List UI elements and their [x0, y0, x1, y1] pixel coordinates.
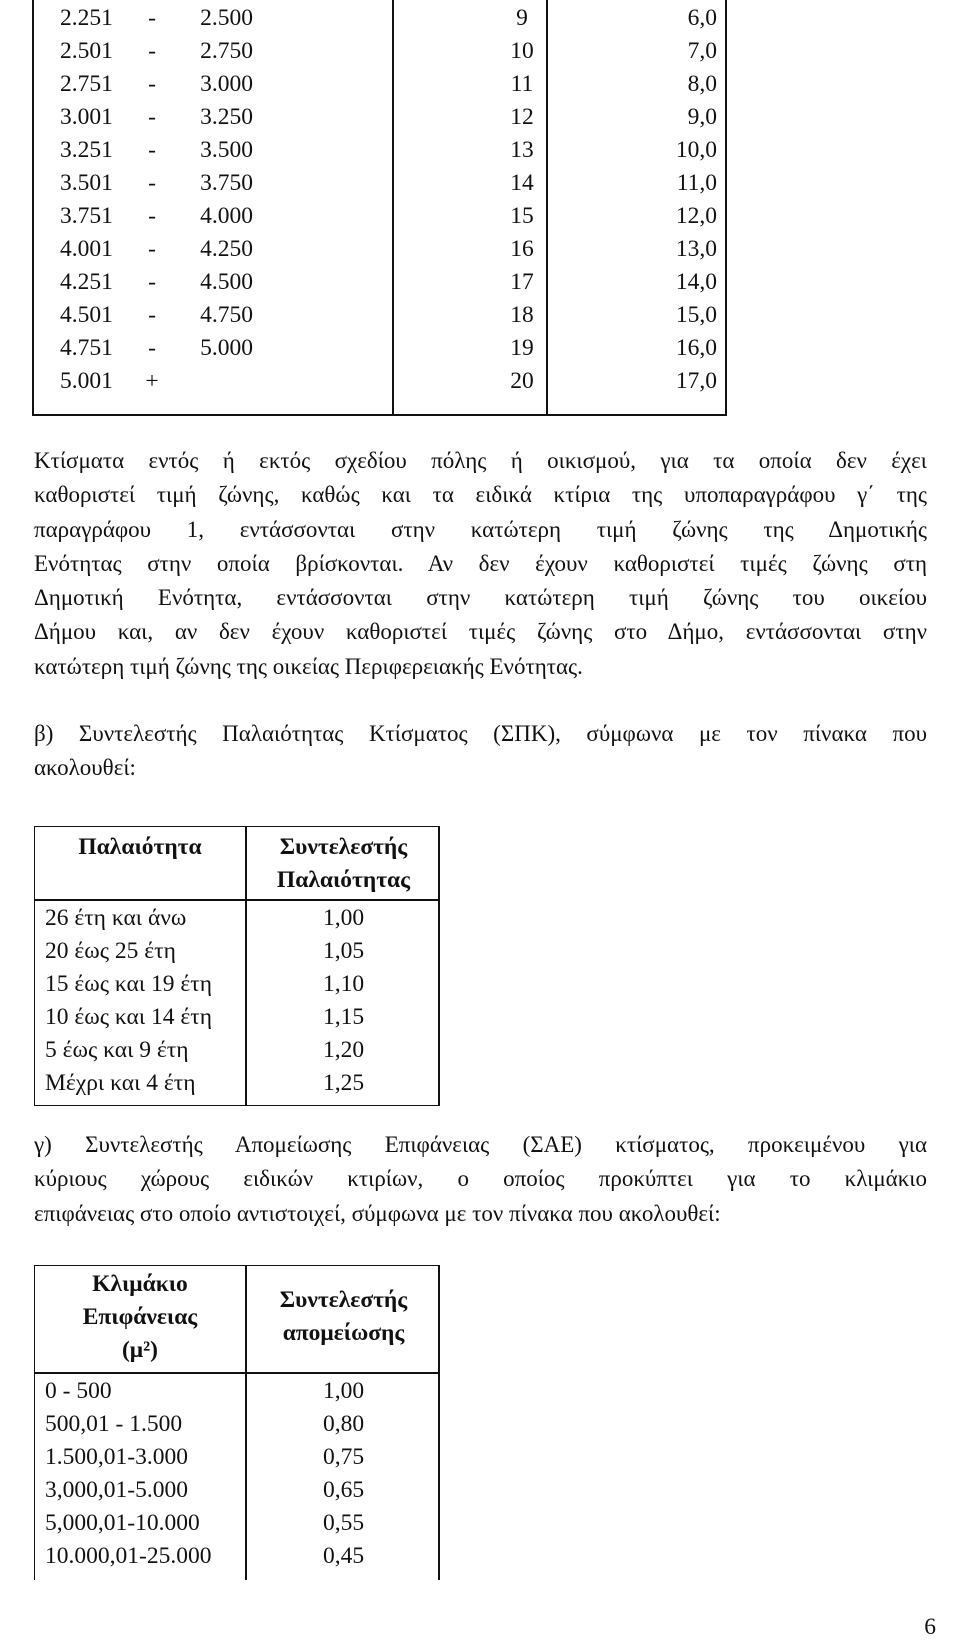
header-area-bracket: [35, 1268, 245, 1367]
paragraph-unzoned-buildings: [34, 444, 927, 684]
header-label: Παλαιότητας: [276, 867, 411, 893]
range-dash: -: [148, 71, 156, 97]
factor-cell: 1,10: [322, 971, 365, 997]
age-cell: 20 έως 25 έτη: [45, 938, 176, 964]
range-dash: -: [148, 170, 156, 196]
range-dash: -: [148, 236, 156, 262]
range-dash: -: [148, 38, 156, 64]
table-row: [35, 1506, 440, 1540]
range-to: 5.000: [200, 335, 253, 361]
range-plus: +: [145, 368, 159, 394]
range-to: 3.500: [200, 137, 253, 163]
zone-cell: 14: [510, 170, 534, 196]
text-line: καθοριστεί τιμή ζώνης, καθώς και τα ειδικά κτίρια της υποπαραγράφου γ΄ της: [34, 482, 927, 508]
range-dash: -: [148, 335, 156, 361]
header-label: Συντελεστής: [279, 1287, 408, 1313]
factor-cell: 1,20: [322, 1037, 365, 1063]
table-row: [35, 1066, 440, 1100]
zone-cell: 19: [510, 335, 534, 361]
factor-cell: 0,65: [322, 1477, 365, 1503]
range-dash: -: [148, 137, 156, 163]
table-row: [32, 2, 727, 35]
table-border-bottom: [32, 414, 727, 416]
range-from: 4.251: [60, 269, 113, 295]
table-row: [32, 68, 727, 101]
table-row: [32, 266, 727, 299]
zone-cell: 15: [510, 203, 534, 229]
age-cell: 26 έτη και άνω: [45, 905, 187, 931]
table-row: [35, 934, 440, 968]
table-row: [35, 967, 440, 1001]
table-row: [35, 1000, 440, 1034]
value-cell: 17,0: [675, 368, 717, 394]
range-from: 5.001: [60, 368, 113, 394]
range-from: 4.501: [60, 302, 113, 328]
zone-cell: 20: [510, 368, 534, 394]
range-cell: 1.500,01-3.000: [45, 1444, 188, 1470]
table-row: [32, 101, 727, 134]
factor-cell: 1,00: [322, 1378, 365, 1404]
header-label: Συντελεστής: [279, 834, 408, 860]
value-cell: 10,0: [675, 137, 717, 163]
table-row: [35, 1473, 440, 1507]
table-row: [32, 332, 727, 365]
range-cell: 10.000,01-25.000: [45, 1543, 212, 1569]
factor-cell: 0,45: [322, 1543, 365, 1569]
range-to: 3.250: [200, 104, 253, 130]
range-from: 3.501: [60, 170, 113, 196]
header-age: [35, 831, 245, 864]
range-to: 3.750: [200, 170, 253, 196]
paragraph-area-reduction: [34, 1128, 927, 1231]
zone-cell: 9: [516, 5, 528, 31]
range-dash: -: [148, 203, 156, 229]
range-to: 4.250: [200, 236, 253, 262]
text-line: Ενότητας στην οποία βρίσκονται. Αν δεν έχουν καθοριστεί τιμές ζώνης στη: [34, 550, 927, 576]
value-cell: 6,0: [687, 5, 717, 31]
table-row: [35, 1407, 440, 1441]
value-cell: 8,0: [687, 71, 717, 97]
range-from: 3.251: [60, 137, 113, 163]
text-line: επιφάνειας στο οποίο αντιστοιχεί, σύμφωνα με τον πίνακα που ακολουθεί:: [34, 1200, 721, 1226]
table-row: [35, 901, 440, 935]
value-cell: 7,0: [687, 38, 717, 64]
table-row: [32, 35, 727, 68]
header-label: Παλαιότητα: [78, 834, 202, 860]
text-line: β) Συντελεστής Παλαιότητας Κτίσματος (ΣΠΚ), σύμφωνα με τον πίνακα που: [34, 721, 927, 746]
age-cell: 10 έως και 14 έτη: [45, 1004, 213, 1030]
range-cell: 500,01 - 1.500: [45, 1411, 183, 1437]
zone-cell: 18: [510, 302, 534, 328]
text-line: παραγράφου 1, εντάσσονται στην κατώτερη τιμή ζώνης της Δημοτικής: [34, 516, 927, 542]
header-label: απομείωσης: [282, 1320, 405, 1346]
factor-cell: 0,75: [322, 1444, 365, 1470]
range-dash: -: [148, 302, 156, 328]
range-dash: -: [148, 269, 156, 295]
range-from: 3.751: [60, 203, 113, 229]
range-to: 3.000: [200, 71, 253, 97]
value-cell: 15,0: [675, 302, 717, 328]
factor-cell: 0,55: [322, 1510, 365, 1536]
zone-cell: 10: [510, 38, 534, 64]
range-from: 2.251: [60, 5, 113, 31]
age-cell: 15 έως και 19 έτη: [45, 971, 213, 997]
value-cell: 9,0: [687, 104, 717, 130]
area-reduction-table: [34, 1265, 440, 1580]
value-cell: 16,0: [675, 335, 717, 361]
range-cell: 5,000,01-10.000: [45, 1510, 200, 1536]
factor-cell: 1,00: [322, 905, 365, 931]
table-row: [32, 134, 727, 167]
text-line: κύριους χώρους ειδικών κτιρίων, ο οποίος προκύπτει για το κλιμάκιο: [34, 1166, 927, 1192]
zone-cell: 12: [510, 104, 534, 130]
table-row: [32, 365, 727, 398]
header-label: (μ²): [121, 1337, 159, 1363]
zone-cell: 17: [510, 269, 534, 295]
table-row: [35, 1374, 440, 1408]
table-row: [32, 200, 727, 233]
factor-cell: 1,15: [322, 1004, 365, 1030]
header-reduction-coefficient: [247, 1284, 440, 1350]
table-row: [35, 1539, 440, 1573]
table-row: [35, 1033, 440, 1067]
text-line: Δημοτική Ενότητα, εντάσσονται στην κατώτερη τιμή ζώνης του οικείου: [34, 585, 927, 611]
range-from: 4.751: [60, 335, 113, 361]
range-from: 2.501: [60, 38, 113, 64]
header-age-coefficient: [247, 831, 440, 897]
range-cell: 3,000,01-5.000: [45, 1477, 188, 1503]
table-row: [32, 233, 727, 266]
zone-cell: 16: [510, 236, 534, 262]
table-row: [32, 299, 727, 332]
text-line: ακολουθεί:: [34, 755, 136, 781]
range-from: 3.001: [60, 104, 113, 130]
table-row: [35, 1440, 440, 1474]
zone-cell: 13: [510, 137, 534, 163]
factor-cell: 1,05: [322, 938, 365, 964]
zone-table: [32, 0, 727, 416]
header-label: Κλιμάκιο: [92, 1271, 188, 1297]
page-number: 6: [924, 1614, 936, 1640]
range-cell: 0 - 500: [45, 1378, 112, 1404]
paragraph-age-coefficient: [34, 717, 927, 786]
value-cell: 13,0: [675, 236, 717, 262]
range-to: 4.500: [200, 269, 253, 295]
text-line: Δήμου και, αν δεν έχουν καθοριστεί τιμές ζώνης στο Δήμο, εντάσσονται στην: [34, 619, 927, 645]
text-line: γ) Συντελεστής Απομείωσης Επιφάνειας (ΣΑΕ) κτίσματος, προκειμένου για: [34, 1132, 927, 1157]
age-cell: Μέχρι και 4 έτη: [45, 1070, 196, 1096]
header-label: Επιφάνειας: [82, 1304, 198, 1330]
text-line: Κτίσματα εντός ή εκτός σχεδίου πόλης ή οικισμού, για τα οποία δεν έχει: [34, 448, 927, 473]
range-to: 2.750: [200, 38, 253, 64]
factor-cell: 0,80: [322, 1411, 365, 1437]
range-from: 4.001: [60, 236, 113, 262]
age-cell: 5 έως και 9 έτη: [45, 1037, 189, 1063]
text-line: κατώτερη τιμή ζώνης της οικείας Περιφερειακής Ενότητας.: [34, 653, 583, 679]
factor-cell: 1,25: [322, 1070, 365, 1096]
range-to: 2.500: [200, 5, 253, 31]
value-cell: 11,0: [676, 170, 717, 196]
zone-cell: 11: [510, 71, 534, 97]
value-cell: 12,0: [675, 203, 717, 229]
age-coefficient-table: [34, 826, 440, 1106]
range-to: 4.000: [200, 203, 253, 229]
range-from: 2.751: [60, 71, 113, 97]
value-cell: 14,0: [675, 269, 717, 295]
table-row: [32, 167, 727, 200]
range-dash: -: [148, 5, 156, 31]
range-dash: -: [148, 104, 156, 130]
range-to: 4.750: [200, 302, 253, 328]
